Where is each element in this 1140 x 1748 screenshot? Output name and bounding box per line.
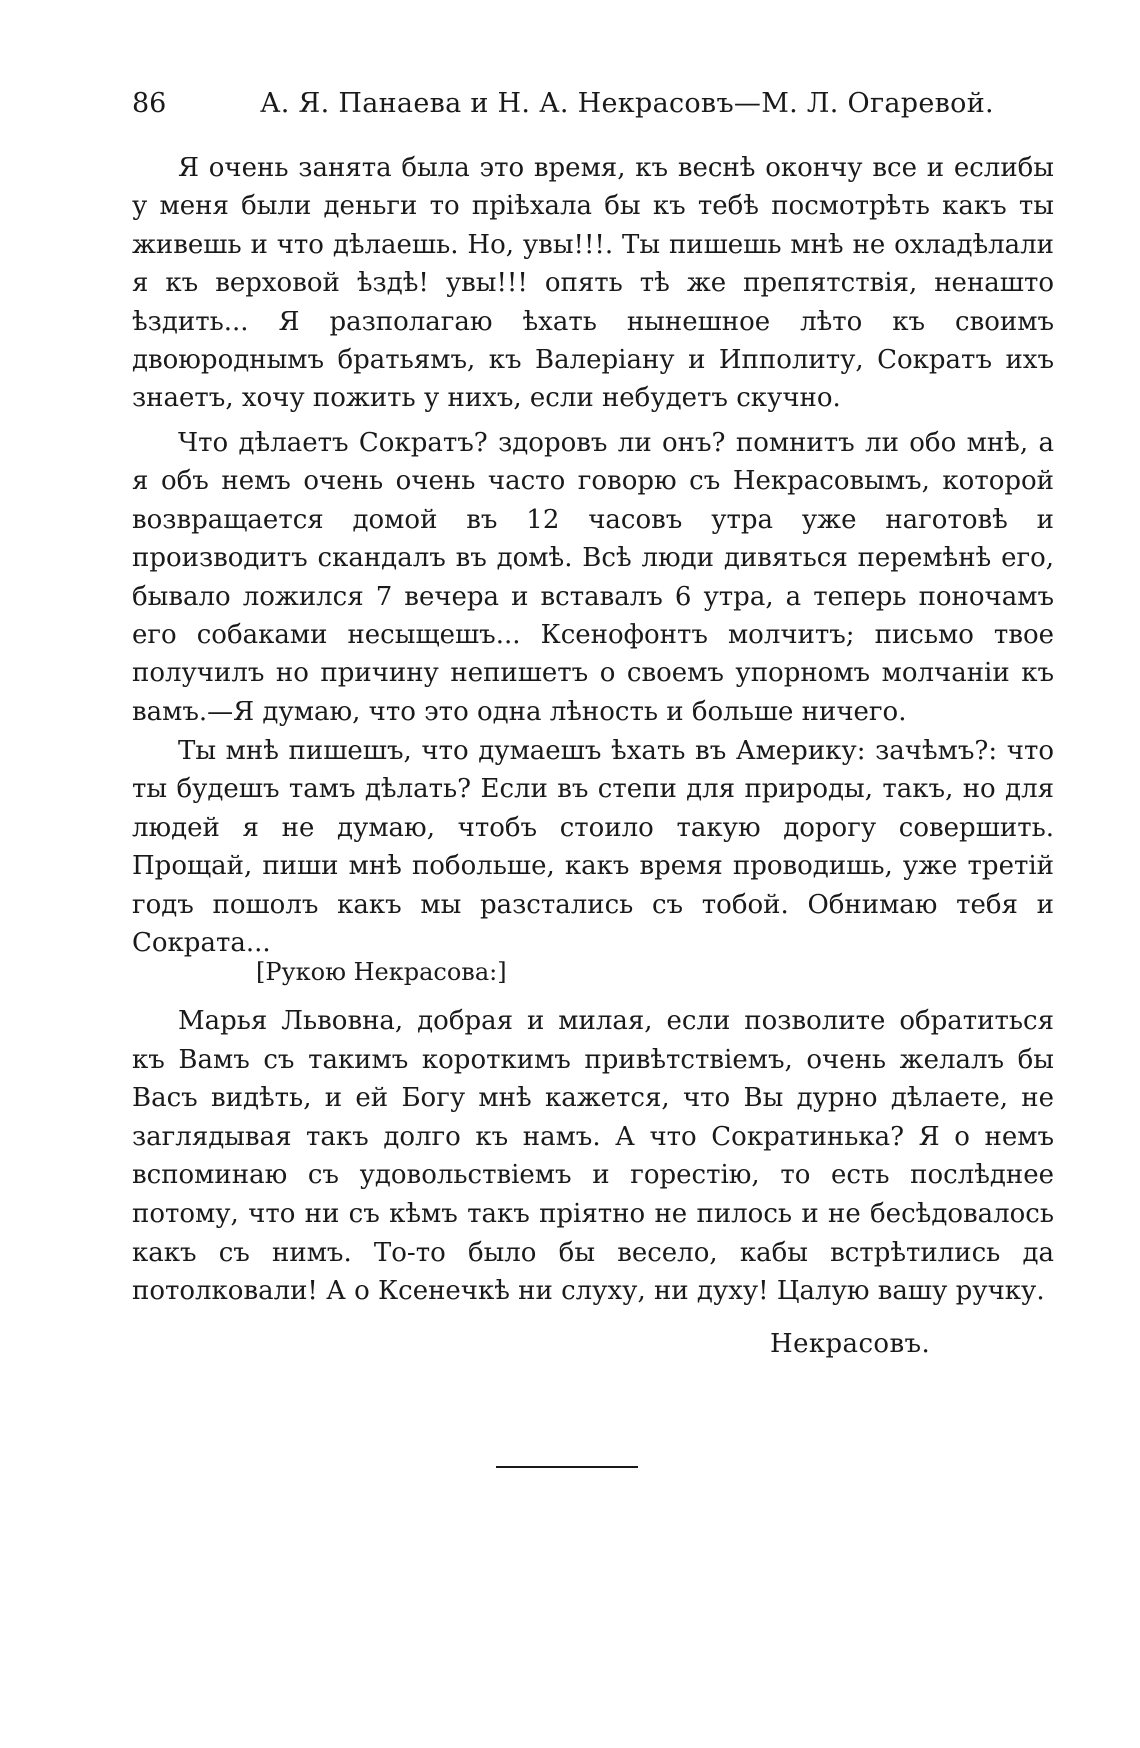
postscript-paragraph (132, 1002, 1054, 1311)
signature: Некрасовъ. (770, 1329, 931, 1359)
page-number: 86 (132, 88, 167, 119)
handwriting-note: [Рукою Некрасова:] (256, 958, 507, 986)
letter-paragraph-2 (132, 424, 1054, 731)
letter-paragraph-1 (132, 149, 1054, 418)
paragraph-text: Что дѣлаетъ Сократъ? здоровъ ли онъ? помнитъ ли обо мнѣ, а я объ немъ очень очень часто говорю съ Некрасовымъ, которой возвращается домой въ 12 часовъ утра уже наготовѣ и производитъ скандалъ въ домѣ. Всѣ люди дивяться перемѣнѣ его, бывало ложился 7 вечера и вставалъ 6 утра, а теперь поночамъ его собаками несыщешъ... Ксенофонтъ молчитъ; письмо твое получилъ но причину непишетъ о своемъ упорномъ молчанiи къ вамъ.—Я думаю, что это одна лѣность и больше ничего. (132, 428, 1054, 727)
paragraph-text: Я очень занята была это время, къ веснѣ окончу все и еслибы у меня были деньги то прiѣхала бы къ тебѣ посмотрѣть какъ ты живешь и что дѣлаешь. Но, увы!!!. Ты пишешь мнѣ не охладѣлали я къ верховой ѣздѣ! увы!!! опять тѣ же препятствiя, ненашто ѣздить... Я разполагаю ѣхать нынешное лѣто къ своимъ двоюроднымъ братьямъ, къ Валерiану и Ипполиту, Сократъ ихъ знаетъ, хочу пожить у нихъ, если небудетъ скучно. (132, 153, 1054, 414)
end-rule (496, 1466, 638, 1468)
paragraph-text: Марья Львовна, добрая и милая, если позволите обратиться къ Вамъ съ такимъ короткимъ привѣтствiемъ, очень желалъ бы Васъ видѣть, и ей Богу мнѣ кажется, что Вы дурно дѣлаете, не заглядывая такъ долго къ намъ. А что Сократинька? Я о немъ вспоминаю съ удовольствiемъ и горестiю, то есть послѣднее потому, что ни съ кѣмъ такъ прiятно не пилось и не бесѣдовалось какъ съ нимъ. То-то было бы весело, кабы встрѣтились да потолковали! А о Ксенечкѣ ни слуху, ни духу! Цалую вашу ручку. (132, 1006, 1054, 1307)
running-title: А. Я. Панаева и Н. А. Некрасовъ—М. Л. Огаревой. (260, 88, 994, 119)
paragraph-text: Ты мнѣ пишешъ, что думаешъ ѣхать въ Америку: зачѣмъ?: что ты будешъ тамъ дѣлать? Если въ степи для природы, такъ, но для людей я не думаю, чтобъ стоило такую дорогу совершить. Прощай, пиши мнѣ побольше, какъ время проводишь, уже третiй годъ пошолъ какъ мы разстались съ тобой. Обнимаю тебя и Сократа... (132, 736, 1054, 959)
letter-paragraph-3 (132, 732, 1054, 962)
running-head (132, 84, 1012, 124)
